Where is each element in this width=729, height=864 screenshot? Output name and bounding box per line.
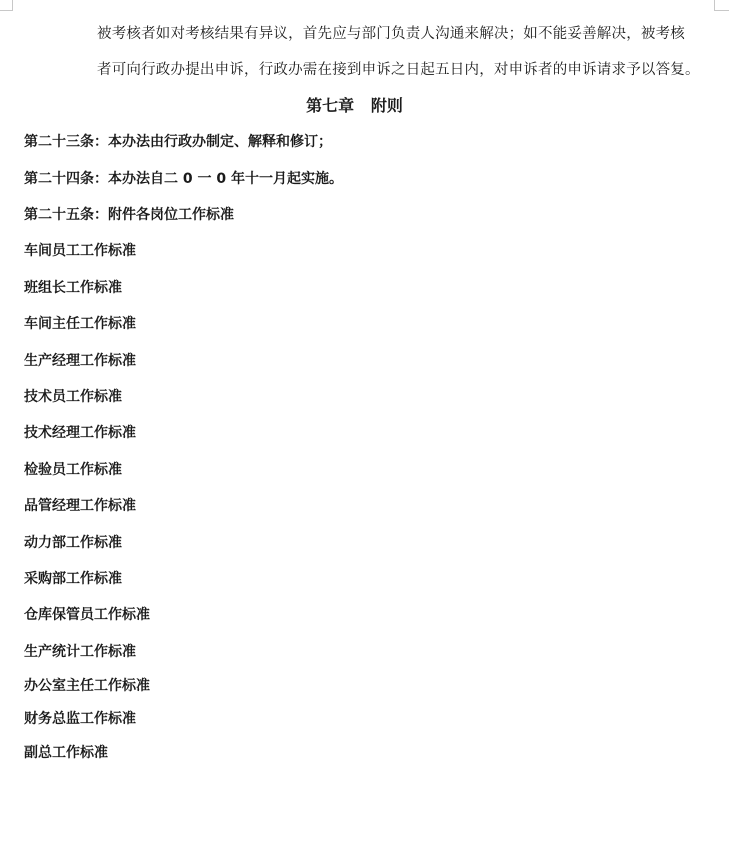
- standard-item: 采购部工作标准: [24, 571, 122, 587]
- standard-item: 动力部工作标准: [24, 535, 122, 551]
- chapter-title-text: 第七章 附则: [306, 96, 403, 115]
- page-corner-mark-top-right: [714, 0, 729, 11]
- standard-item: 生产统计工作标准: [24, 644, 136, 660]
- standard-item: 副总工作标准: [24, 745, 108, 761]
- standard-item: 仓库保管员工作标准: [24, 607, 150, 623]
- article-23: 第二十三条：本办法由行政办制定、解释和修订；: [24, 134, 332, 150]
- standard-item: 生产经理工作标准: [24, 353, 136, 369]
- standard-item: 班组长工作标准: [24, 280, 122, 296]
- standard-item: 车间主任工作标准: [24, 316, 136, 332]
- paragraph-line-2: 者可向行政办提出申诉，行政办需在接到申诉之日起五日内，对申诉者的申诉请求予以答复。: [97, 62, 700, 78]
- standard-item: 技术经理工作标准: [24, 425, 136, 441]
- standard-item: 办公室主任工作标准: [24, 678, 150, 694]
- standard-item: 财务总监工作标准: [24, 711, 136, 727]
- paragraph-line-1: 被考核者如对考核结果有异议，首先应与部门负责人沟通来解决；如不能妥善解决，被考核: [97, 26, 685, 42]
- chapter-heading: [0, 95, 729, 117]
- standard-item: 检验员工作标准: [24, 462, 122, 478]
- standard-item: 技术员工作标准: [24, 389, 122, 405]
- standard-item: 车间员工工作标准: [24, 243, 136, 259]
- page-corner-mark-top-left: [0, 0, 13, 11]
- article-24: 第二十四条：本办法自二 0 一 0 年十一月起实施。: [24, 171, 343, 187]
- standard-item: 品管经理工作标准: [24, 498, 136, 514]
- article-25: 第二十五条：附件各岗位工作标准: [24, 207, 234, 223]
